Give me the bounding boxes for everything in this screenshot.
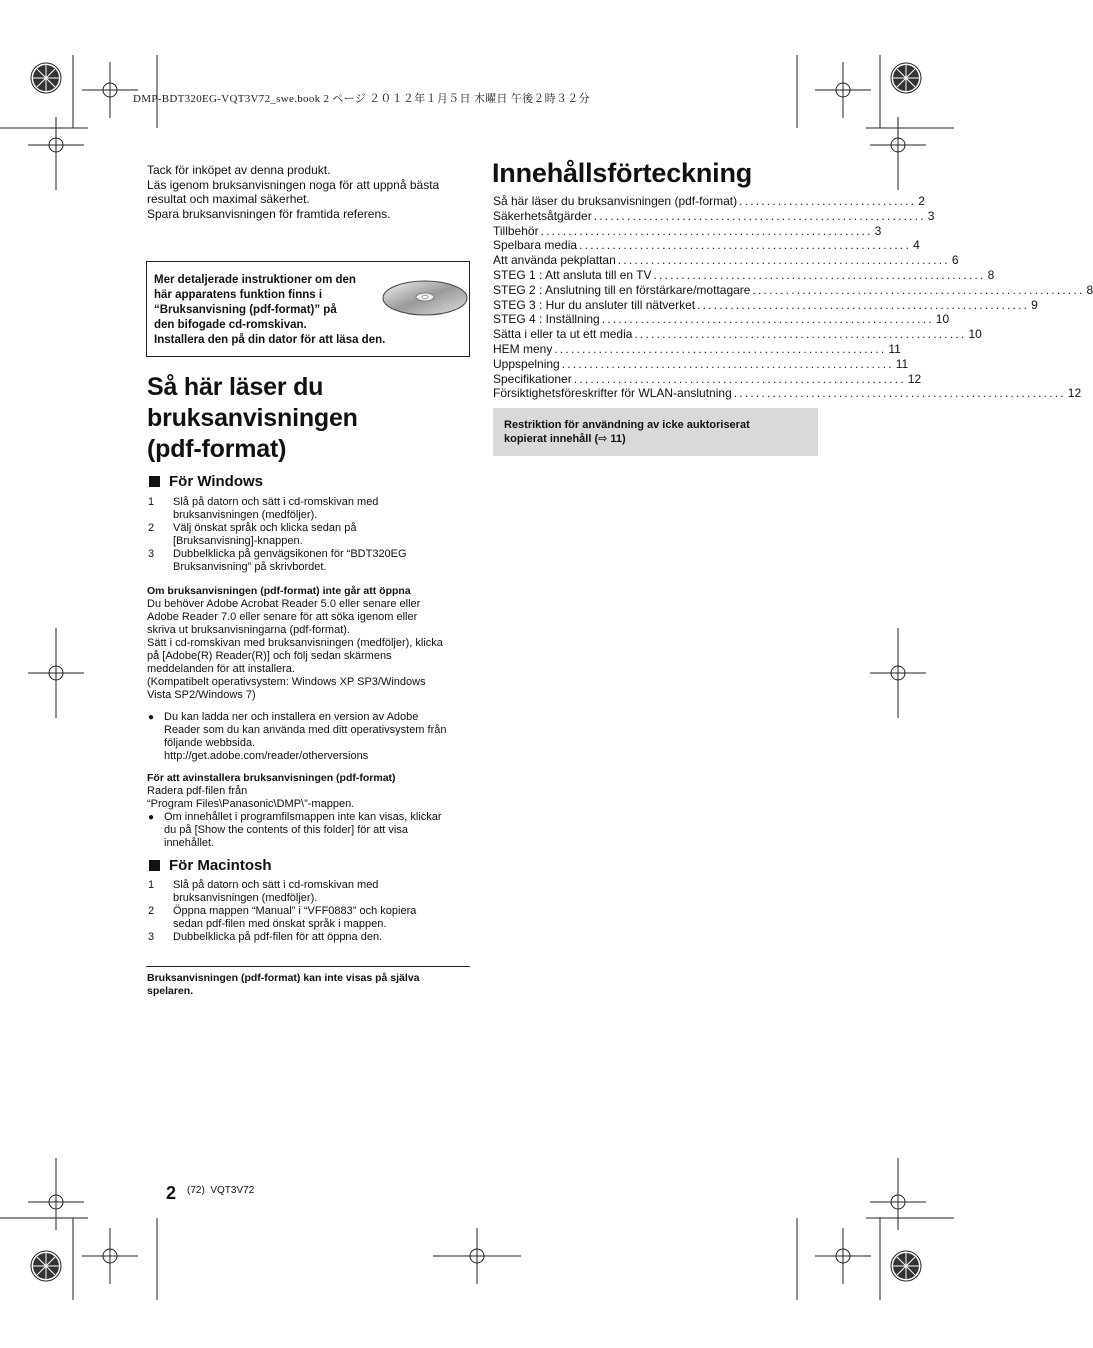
restriction-line: Restriktion för användning av icke auktoriserat	[504, 419, 750, 431]
toc-entry[interactable]: STEG 2 : Anslutning till en förstärkare/mottagare ............................................................ 8	[493, 282, 1093, 297]
windows-heading: För Windows	[149, 473, 263, 490]
cannot-open-heading: Om bruksanvisningen (pdf-format) inte går att öppna	[147, 585, 411, 597]
intro-line: Läs igenom bruksanvisningen noga för att uppnå bästa	[147, 177, 440, 192]
pdf-title-line: bruksanvisningen	[147, 404, 358, 432]
restriction-box	[493, 408, 818, 456]
intro-line: Tack för inköpet av denna produkt.	[147, 163, 331, 177]
pdf-note: Bruksanvisningen (pdf-format) kan inte visas på själva spelaren.	[147, 972, 420, 997]
toc-entry[interactable]: Sätta i eller ta ut ett media ............................................................ 10	[493, 327, 982, 342]
adobe-url: http://get.adobe.com/reader/otherversions	[164, 750, 369, 762]
uninstall-section: För att avinstallera bruksanvisningen (pdf-format) Radera pdf-filen från “Program Files\Panasonic\DMP\”-mappen.	[147, 772, 477, 811]
toc-title: Innehållsförteckning	[492, 158, 753, 188]
step-row: 3 Dubbelklicka på pdf-filen för att öppna den.	[148, 931, 383, 943]
cd-info-box	[146, 261, 470, 357]
pdf-title-line: (pdf-format)	[147, 435, 287, 463]
square-bullet-icon	[149, 860, 160, 871]
cd-box-line: Installera den på din dator för att läsa den.	[154, 334, 386, 346]
square-bullet-icon	[149, 476, 160, 487]
toc-entry[interactable]: Tillbehör ............................................................ 3	[493, 223, 882, 238]
step-row: 1 Slå på datorn och sätt i cd-romskivan med bruksanvisningen (medföljer).	[148, 496, 379, 521]
bullet-dot-icon: ●	[148, 812, 155, 823]
restriction-line[interactable]: kopierat innehåll (⇨ 11)	[504, 433, 626, 445]
cannot-open-section: Om bruksanvisningen (pdf-format) inte går att öppna Du behöver Adobe Acrobat Reader 5.0 eller senare eller Adobe Reader 7.0 eller senare för att söka igenom eller skriva ut bruksanvisningarna (pdf-format). Sätt i cd-romskivan med bruksanvisningen (medföljer), klicka på [Adobe(R) Reader(R)] och följ sedan skärmens meddelanden för att installera. (Kompatibelt operativsystem: Windows XP SP3/Windows Vista SP2/Windows 7)	[147, 585, 477, 702]
cd-box-line: “Bruksanvisning (pdf-format)” på	[154, 304, 337, 316]
toc-entry[interactable]: STEG 1 : Att ansluta till en TV ............................................................ 8	[493, 267, 995, 282]
intro-line: Spara bruksanvisningen för framtida referens.	[147, 206, 391, 221]
toc-entry[interactable]: HEM meny ............................................................ 11	[493, 341, 901, 356]
macintosh-steps	[148, 879, 473, 944]
pdf-title-line: Så här läser du	[147, 373, 324, 401]
toc-entry[interactable]: Försiktighetsföreskrifter för WLAN-anslutning ............................................................ 12	[493, 386, 1082, 401]
step-row: 2 Öppna mappen “Manual” i “VFF0883” och kopiera sedan pdf-filen med önskat språk i mappen.	[148, 905, 417, 930]
step-row: 3 Dubbelklicka på genvägsikonen för “BDT320EG Bruksanvisning” på skrivbordet.	[148, 548, 407, 573]
toc-list	[493, 194, 1093, 401]
bullet-program-files: ● Om innehållet i programfilsmappen inte kan visas, klickar du på [Show the contents of this folder] för att visa innehållet.	[148, 811, 442, 849]
toc-entry[interactable]: Att använda pekplattan ............................................................ 6	[493, 253, 959, 268]
cd-box-line: Mer detaljerade instruktioner om den	[154, 274, 356, 286]
cd-box-line: den bifogade cd-romskivan.	[154, 319, 307, 331]
macintosh-heading: För Macintosh	[149, 857, 272, 874]
pdf-section-title	[147, 372, 477, 465]
page-number: 2	[166, 1183, 177, 1203]
intro-line: resultat och maximal säkerhet.	[147, 192, 310, 206]
step-row: 1 Slå på datorn och sätt i cd-romskivan med bruksanvisningen (medföljer).	[148, 879, 379, 904]
toc-entry[interactable]: STEG 3 : Hur du ansluter till nätverket ............................................................ 9	[493, 297, 1038, 312]
uninstall-heading: För att avinstallera bruksanvisningen (pdf-format)	[147, 772, 396, 784]
step-row: 2 Välj önskat språk och klicka sedan på [Bruksanvisning]-knappen.	[148, 522, 357, 547]
cd-disc-icon	[381, 279, 469, 317]
print-header-line: DMP-BDT320EG-VQT3V72_swe.book 2 ページ ２０１２年１月５日 木曜日 午後２時３２分	[133, 93, 590, 105]
toc-entry[interactable]: Specifikationer ............................................................ 12	[493, 371, 922, 386]
bullet-adobe-download: ● Du kan ladda ner och installera en version av Adobe Reader som du kan använda med ditt operativsystem från följande webbsida. http://get.adobe.com/reader/otherversions	[148, 711, 447, 762]
intro-text	[147, 163, 477, 221]
footer-code: (72) VQT3V72	[187, 1185, 255, 1196]
cd-box-line: här apparatens funktion finns i	[154, 289, 323, 301]
toc-entry[interactable]: Spelbara media ............................................................ 4	[493, 238, 920, 253]
toc-entry[interactable]: Uppspelning ............................................................ 11	[493, 356, 909, 371]
windows-steps	[148, 496, 473, 574]
bullet-dot-icon: ●	[148, 712, 155, 723]
toc-entry[interactable]: Så här läser du bruksanvisningen (pdf-format) ................................ 2	[493, 194, 925, 208]
note-divider	[146, 966, 470, 967]
toc-entry[interactable]: STEG 4 : Inställning ............................................................ 10	[493, 312, 950, 327]
toc-entry[interactable]: Säkerhetsåtgärder ............................................................ 3	[493, 208, 935, 223]
